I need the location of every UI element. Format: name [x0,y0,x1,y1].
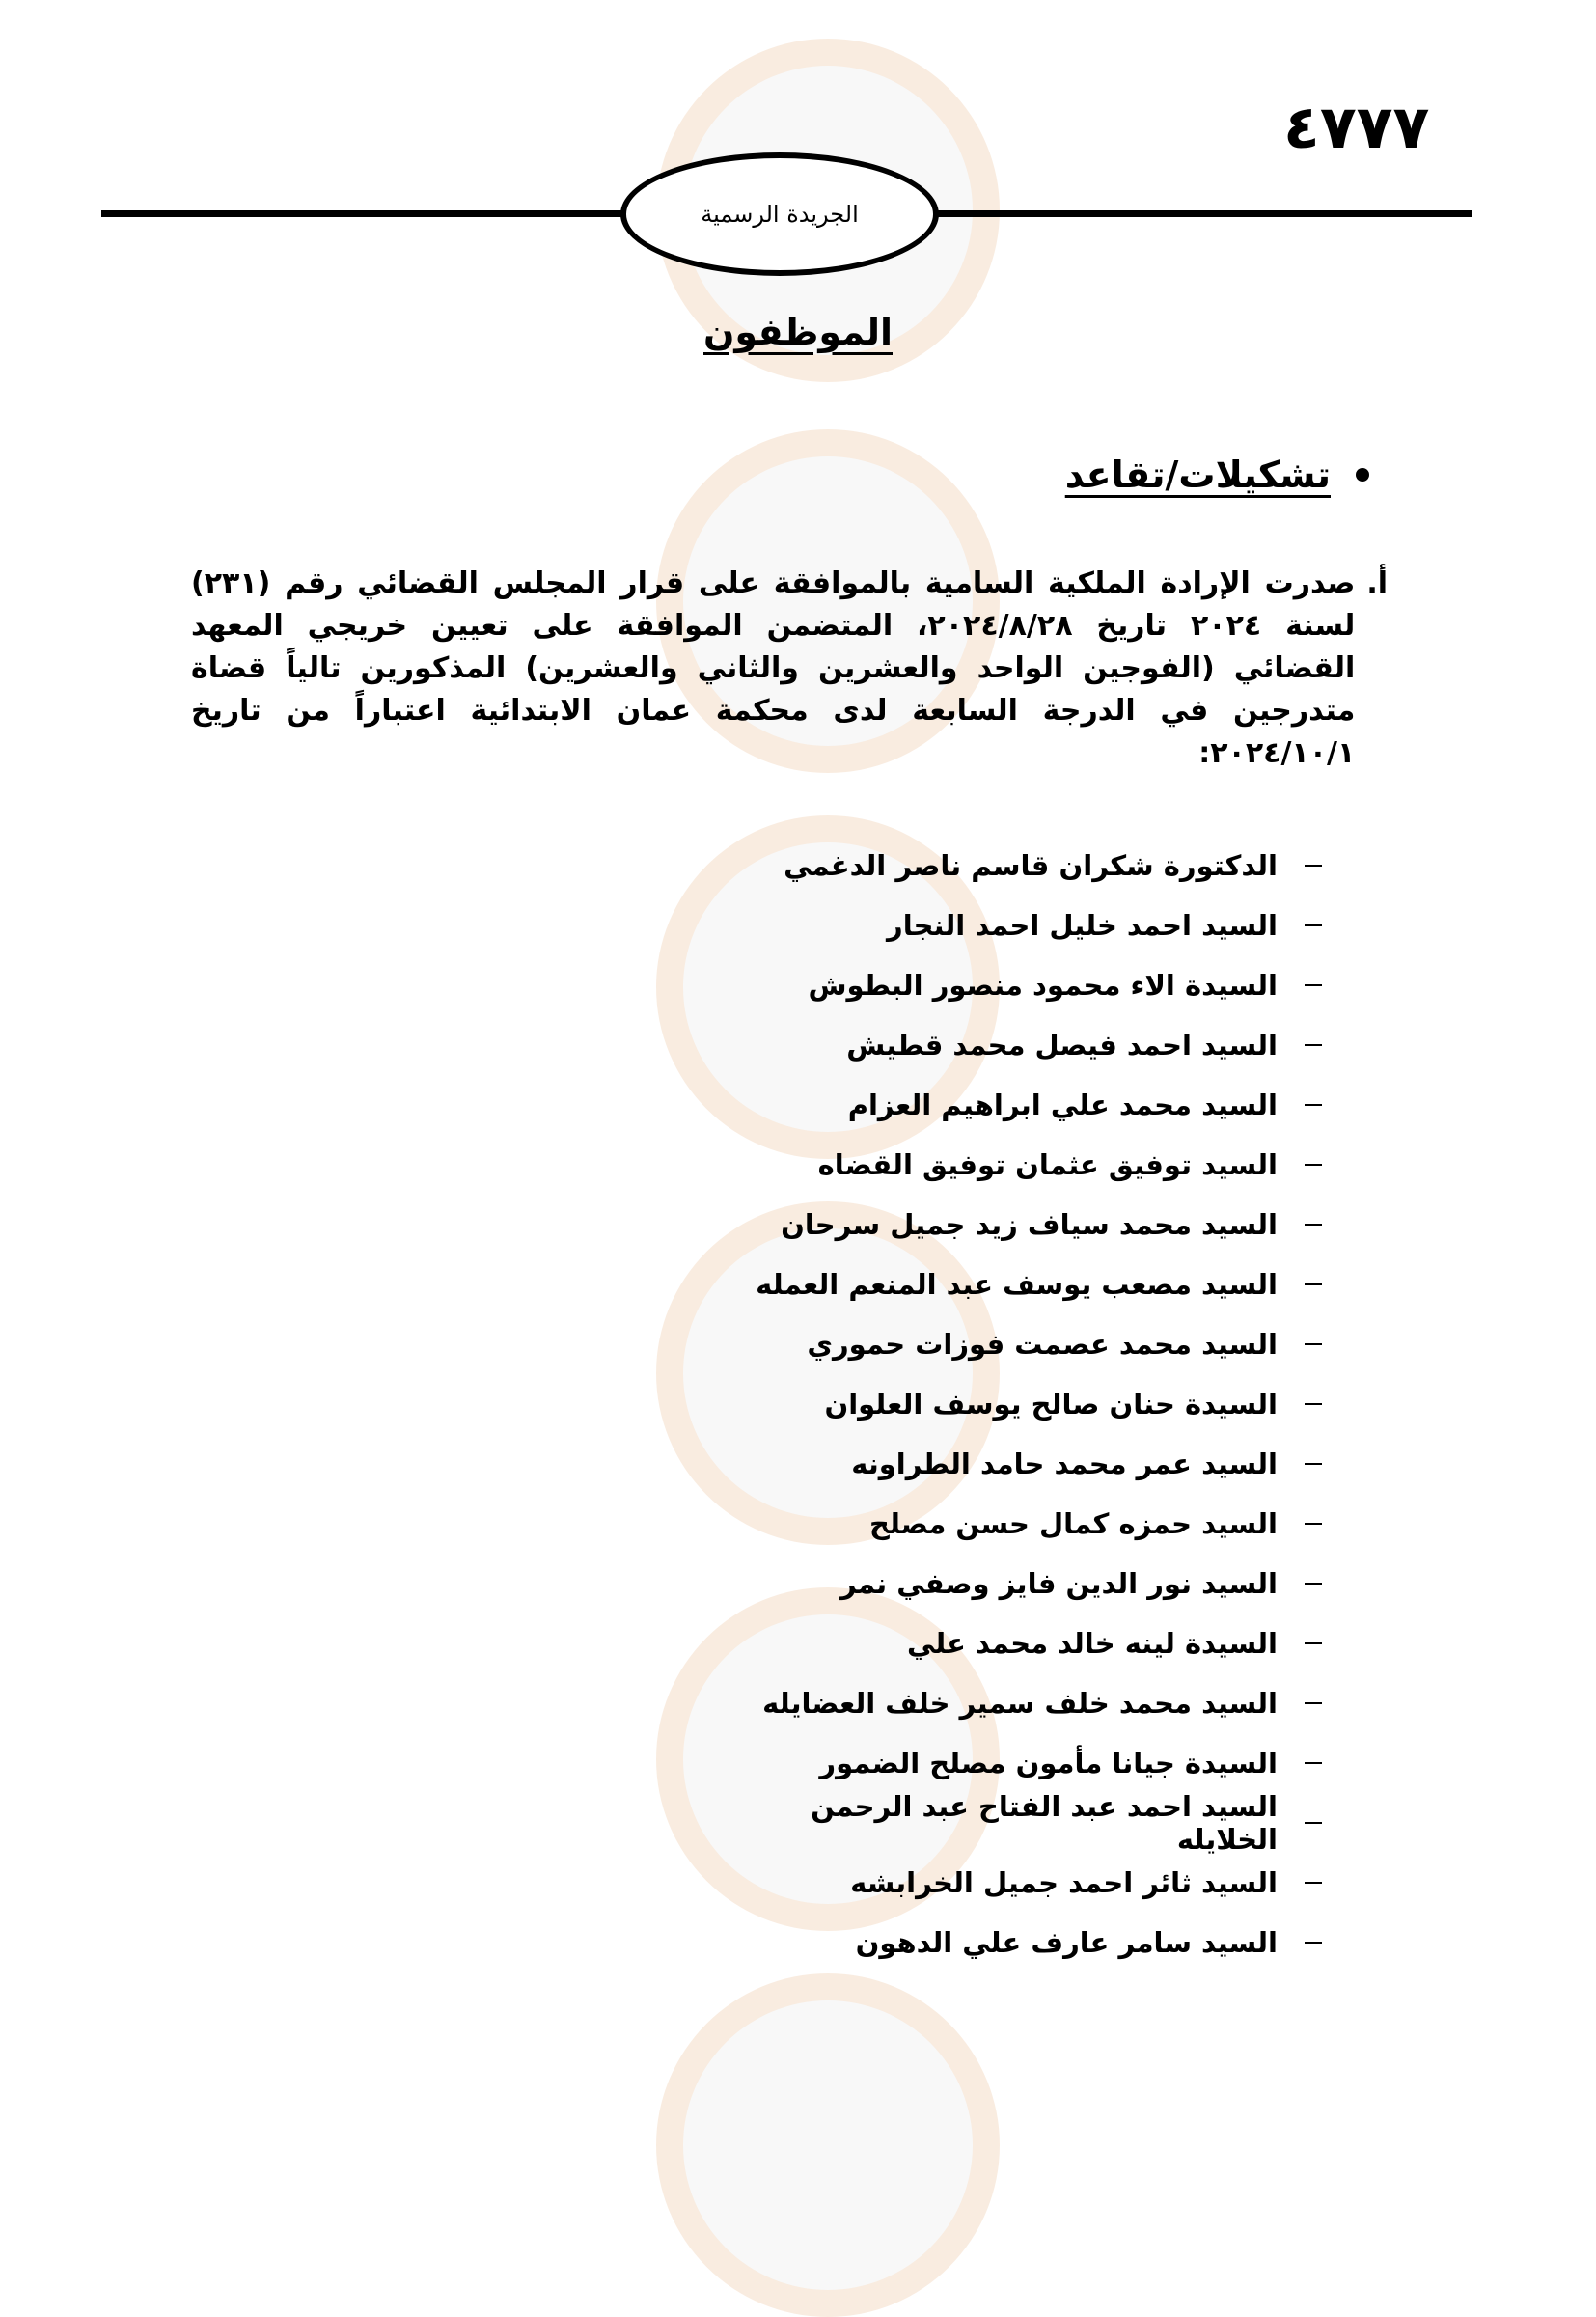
dash-icon [1305,1523,1322,1525]
list-item [743,1434,1322,1494]
person-name: السيد محمد خلف سمير خلف العضايله [762,1687,1278,1720]
dash-icon [1305,924,1322,926]
dash-icon [1305,865,1322,867]
paragraph-marker: أ. [1366,566,1388,600]
dash-icon [1305,1463,1322,1465]
list-item [743,1673,1322,1733]
list-item [743,1075,1322,1135]
dash-icon [1305,1044,1322,1046]
list-item [743,1255,1322,1314]
decree-paragraph [191,563,1388,775]
dash-icon [1305,1642,1322,1644]
person-name: السيد احمد فيصل محمد قطيش [846,1029,1278,1062]
list-item [743,1374,1322,1434]
list-item [743,1614,1322,1673]
names-list [743,836,1322,1972]
list-item [743,896,1322,955]
dash-icon [1305,1283,1322,1285]
dash-icon [1305,1583,1322,1585]
subsection-heading-text: تشكيلات/تقاعد [1064,454,1331,496]
person-name: السيدة لينه خالد محمد علي [906,1627,1278,1660]
dash-icon [1305,1702,1322,1704]
dash-icon [1305,1403,1322,1405]
person-name: السيد محمد سياف زيد جميل سرحان [781,1208,1278,1241]
person-name: السيد احمد خليل احمد النجار [887,909,1278,942]
list-item [743,1733,1322,1793]
publication-name-badge [620,152,939,276]
list-item [743,1790,1322,1856]
dash-icon [1305,1942,1322,1944]
dash-icon [1305,1882,1322,1884]
person-name: السيد حمزه كمال حسن مصلح [869,1507,1278,1540]
list-item [743,1494,1322,1554]
list-item [743,1913,1322,1972]
dash-icon [1305,1822,1322,1824]
person-name: الدكتورة شكران قاسم ناصر الدغمي [784,849,1278,882]
dash-icon [1305,1104,1322,1106]
list-item [743,1195,1322,1255]
list-item [743,1135,1322,1195]
person-name: السيد محمد عصمت فوزات حموري [807,1328,1278,1361]
person-name: السيد احمد عبد الفتاح عبد الرحمن الخلايله [811,1790,1278,1856]
section-title-text: الموظفون [703,311,893,353]
list-item [743,1853,1322,1913]
person-name: السيد محمد علي ابراهيم العزام [847,1089,1278,1121]
dash-icon [1305,1164,1322,1166]
section-title [0,311,1596,353]
person-name: السيد مصعب يوسف عبد المنعم العمله [756,1268,1278,1301]
dash-icon [1305,984,1322,986]
bullet-icon [1356,468,1369,482]
person-name: السيد ثائر احمد جميل الخرابشه [850,1866,1278,1899]
dash-icon [1305,1343,1322,1345]
subsection-heading [1065,454,1369,496]
watermark-logo [656,1973,1000,2317]
person-name: السيد عمر محمد حامد الطراونه [851,1448,1278,1480]
person-name: السيدة جيانا مأمون مصلح الضمور [819,1747,1278,1779]
list-item [743,836,1322,896]
person-name: السيد نور الدين فايز وصفي نمر [839,1567,1278,1600]
dash-icon [1305,1224,1322,1226]
list-item [743,955,1322,1015]
person-name: السيدة الاء محمود منصور البطوش [808,969,1278,1002]
list-item [743,1314,1322,1374]
person-name: السيد توفيق عثمان توفيق القضاه [817,1148,1278,1181]
list-item [743,1554,1322,1614]
dash-icon [1305,1762,1322,1764]
publication-name: الجريدة الرسمية [701,201,859,228]
paragraph-text: صدرت الإرادة الملكية السامية بالموافقة على قرار المجلس القضائي رقم (٢٣١) لسنة ٢٠٢٤ تاريخ ٢٠٢٤/٨/٢٨، المتضمن الموافقة على تعيين خريجي المعهد القضائي (الفوجين الواحد والعشرين والثاني والعشرين) المذكورين تالياً قضاة متدرجين في الدرجة السابعة لدى محكمة عمان الابتدائية اعتباراً من تاريخ ٢٠٢٤/١٠/١: [191,566,1356,770]
page-number: ٤٧٧٧ [1283,92,1430,162]
person-name: السيد سامر عارف علي الدهون [855,1926,1278,1959]
list-item [743,1015,1322,1075]
person-name: السيدة حنان صالح يوسف العلوان [824,1388,1278,1421]
